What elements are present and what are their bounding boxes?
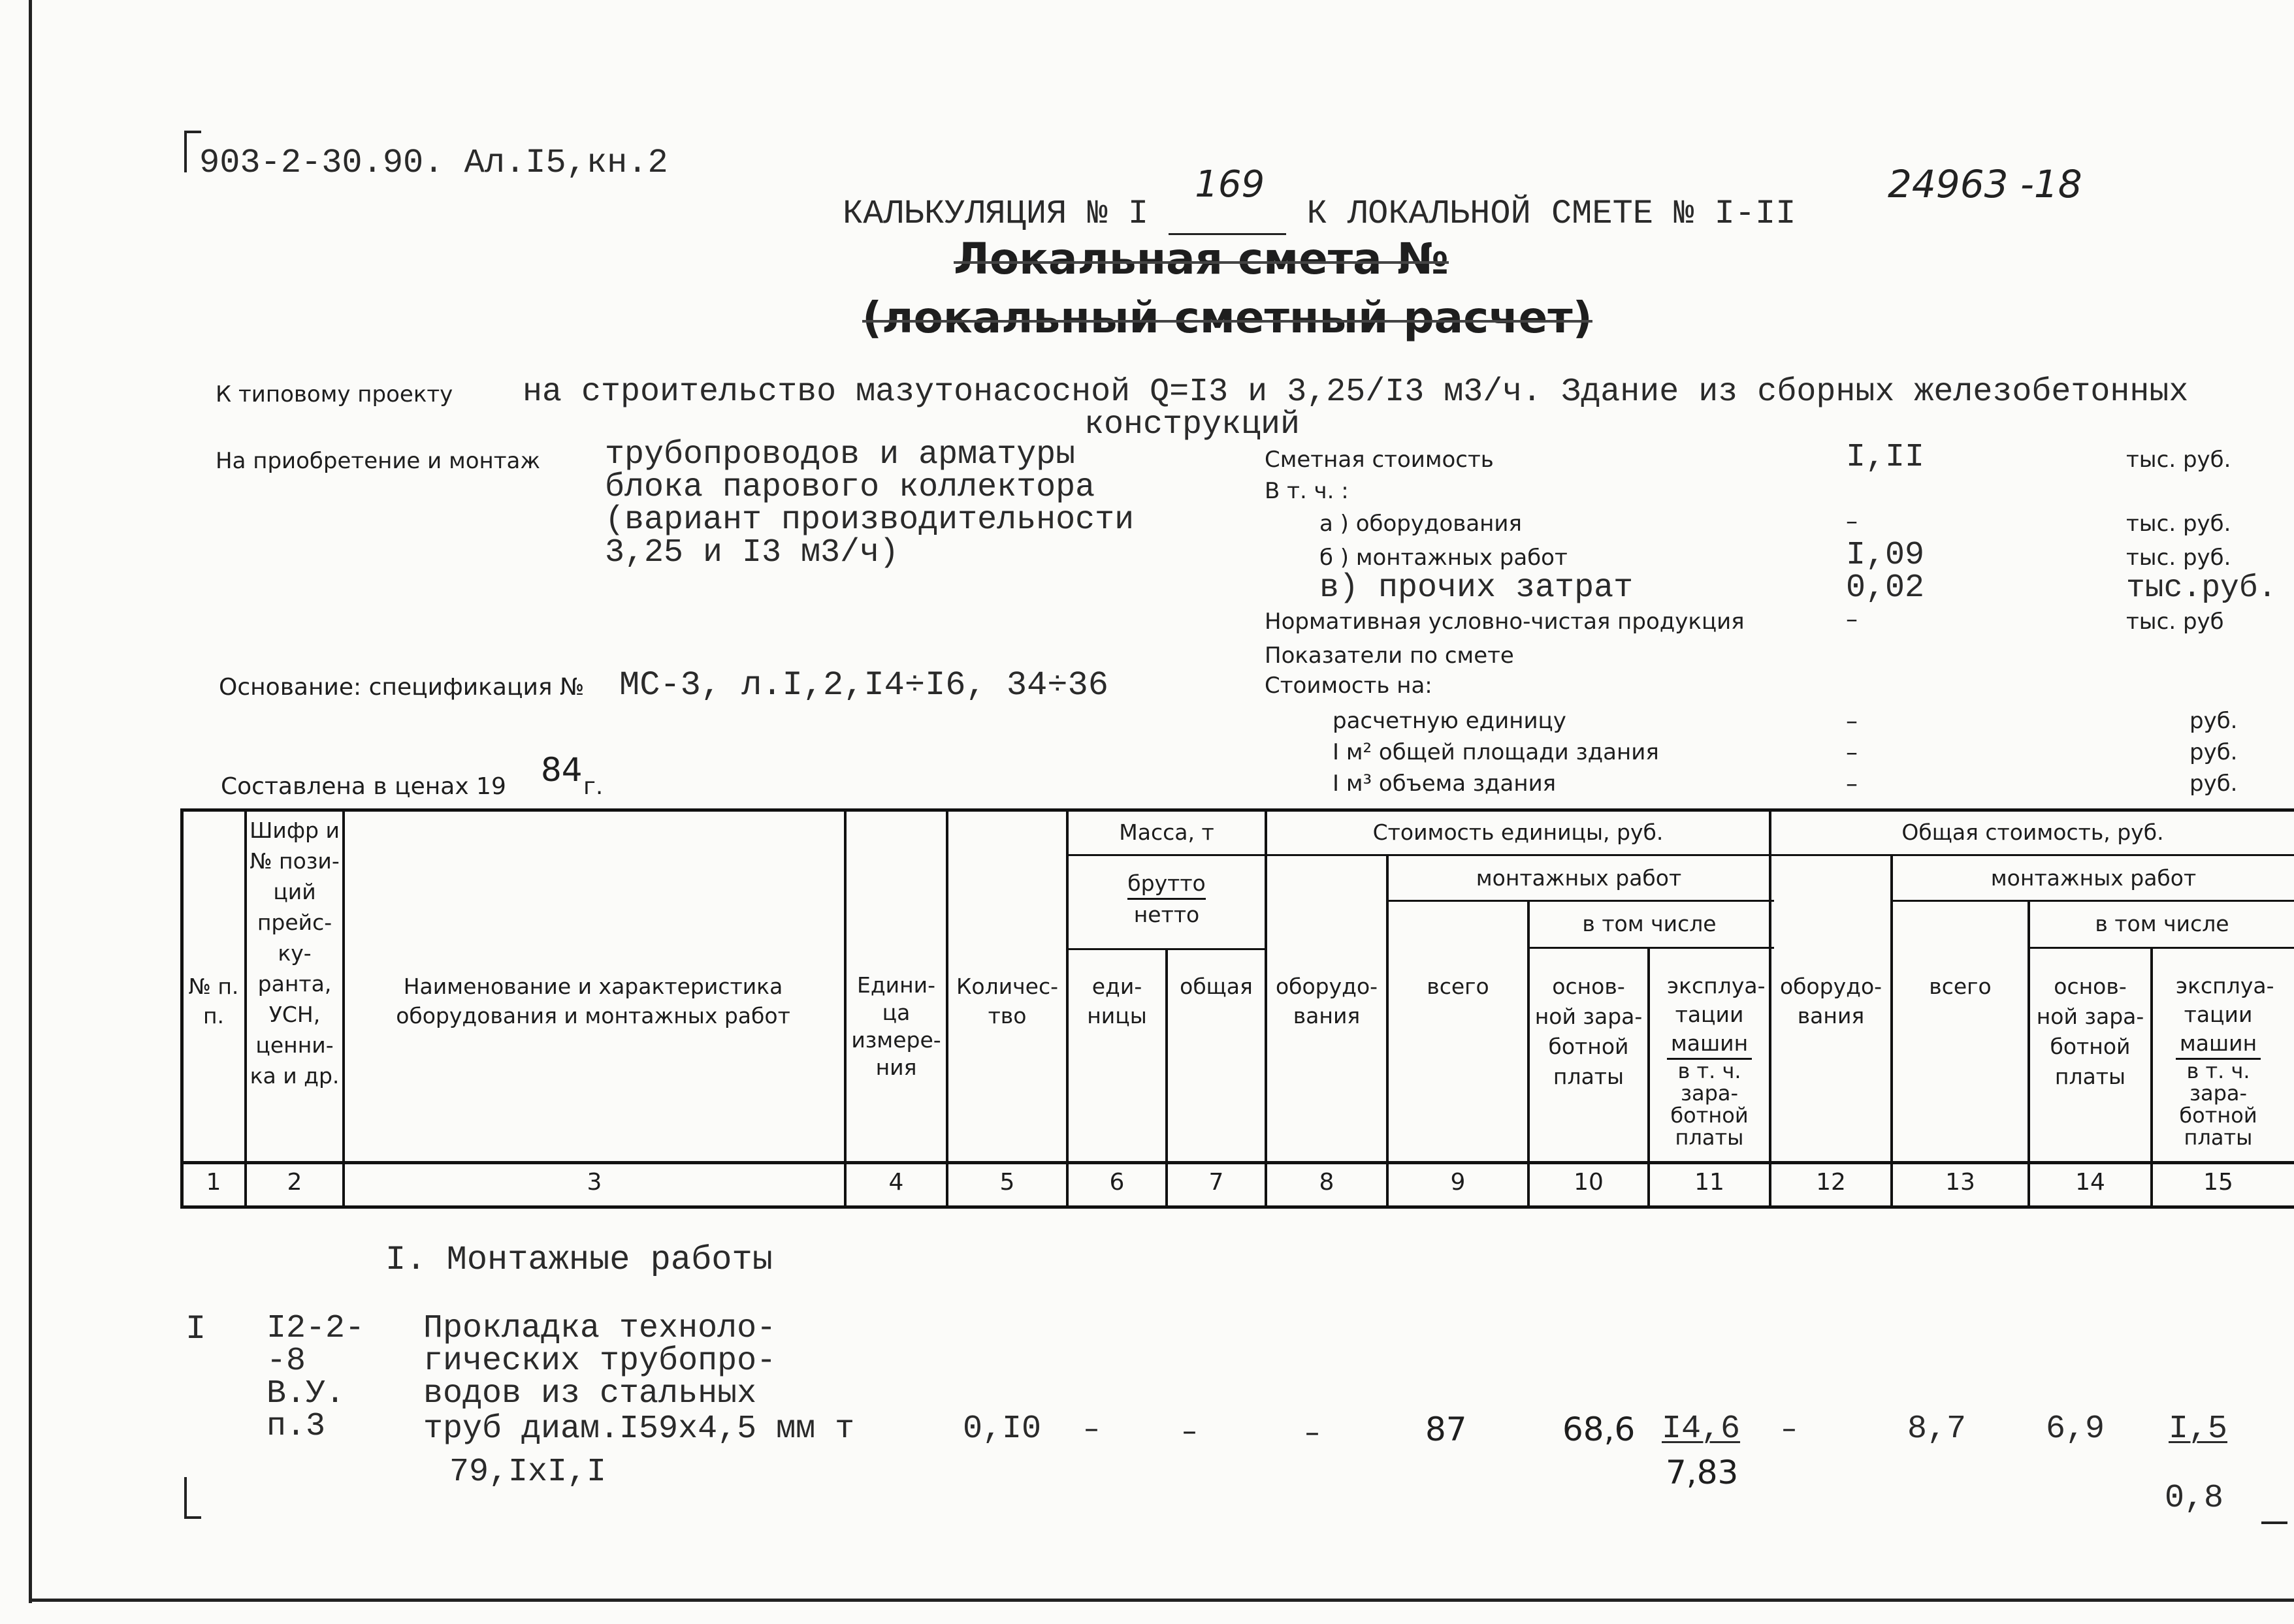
prices-suffix: г. [583, 773, 604, 800]
m2-label: I м² общей площади здания [1333, 739, 1659, 765]
m2-value: – [1846, 739, 1858, 766]
th-mass-total: общая [1180, 974, 1253, 999]
calc-title [843, 163, 1796, 235]
cost-on-label: Стоимость на: [1265, 673, 1432, 699]
purpose-label: На приобретение и монтаж [216, 448, 541, 474]
th-incl-total: в том числе [2095, 911, 2229, 936]
row-base-wage-total: 6,9 [2046, 1410, 2105, 1448]
calc-handwritten-number: 169 [1195, 163, 1265, 206]
row-mass-total: – [1182, 1414, 1197, 1448]
col-number-1: 1 [206, 1169, 221, 1196]
calc-suffix: К ЛОКАЛЬНОЙ СМЕТЕ № I-II [1306, 195, 1796, 233]
col-number-7: 7 [1208, 1169, 1224, 1196]
col-number-13: 13 [1945, 1169, 1975, 1196]
calc-unit-label: расчетную единицу [1333, 708, 1566, 734]
th-equipment: оборудо- вания [1275, 974, 1378, 1028]
th-code: Шифр и № пози- ций прейс- ку- ранта, УСН, ценни- ка и др. [250, 818, 340, 1089]
th-machine: эксплуа- тации машин в т. ч. зара- ботной платы [1667, 973, 1766, 1150]
equipment-label: а ) оборудования [1319, 511, 1522, 537]
th-equipment-total: оборудо- вания [1779, 974, 1882, 1028]
th-name: Наименование и характеристика оборудования и монтажных работ [396, 974, 790, 1028]
calc-prefix: КАЛЬКУЛЯЦИЯ № I [843, 195, 1149, 233]
calc-number [1169, 163, 1286, 235]
normative-label: Нормативная условно-чистая продукция [1265, 609, 1745, 635]
table-bottom-border [180, 1205, 2294, 1209]
other-label: в) прочих затрат [1319, 569, 1634, 607]
col-number-15: 15 [2203, 1169, 2233, 1196]
install-value: I,09 [1846, 537, 1925, 574]
other-value: 0,02 [1846, 569, 1925, 607]
corner-mark-bottom-left [184, 1477, 201, 1519]
row-machine-wage: 7,83 [1666, 1454, 1739, 1491]
total-unit: тыс. руб. [2126, 447, 2231, 473]
vl-8 [1386, 854, 1389, 1209]
total-value: I,II [1846, 439, 1925, 476]
hl-install [1386, 900, 1774, 902]
indicators-label: Показатели по смете [1265, 643, 1514, 669]
row-name-3: водов из стальных [423, 1375, 757, 1412]
th-unit: Едини- ца измере- ния [851, 972, 941, 1080]
col-number-5: 5 [999, 1169, 1015, 1196]
th-mass: Масса, т [1119, 820, 1214, 845]
doc-number: 24963 -18 [1888, 162, 2082, 206]
project-label: К типовому проекту [216, 381, 453, 407]
table-top-border [180, 808, 2294, 812]
project-text-line2: конструкций [1084, 406, 1300, 443]
row-name-2: гических трубопро- [423, 1343, 777, 1380]
col-number-4: 4 [888, 1169, 904, 1196]
row-code-3: В.У. [267, 1375, 346, 1412]
row-equip-unit: – [1305, 1416, 1319, 1449]
hl-mass [1067, 854, 2294, 856]
row-machine-total: I,5 [2169, 1410, 2228, 1448]
m3-value: – [1846, 771, 1858, 797]
row-code-2: -8 [267, 1343, 306, 1380]
normative-value: – [1846, 606, 1858, 633]
row-code-1: I2-2- [267, 1310, 365, 1347]
col-number-3: 3 [587, 1169, 602, 1196]
col-number-6: 6 [1109, 1169, 1125, 1196]
col-number-12: 12 [1816, 1169, 1846, 1196]
purpose-line-4: 3,25 и I3 м3/ч) [605, 534, 899, 571]
calc-unit-value: – [1846, 708, 1858, 735]
section-title: I. Монтажные работы [385, 1241, 773, 1279]
row-machine: I4,6 [1662, 1410, 1741, 1448]
row-qty: 0,I0 [963, 1410, 1042, 1448]
col-number-8: 8 [1319, 1169, 1334, 1196]
row-install-all: 87 [1425, 1410, 1467, 1448]
purpose-line-2: блока парового коллектора [605, 469, 1095, 506]
col-number-9: 9 [1450, 1169, 1466, 1196]
th-brutto: брутто [1069, 868, 1265, 900]
normative-unit: тыс. руб [2126, 609, 2224, 635]
th-mass-unit: еди- ницы [1087, 974, 1147, 1028]
th-all-total: всего [1929, 974, 1992, 999]
equipment-value: – [1846, 508, 1858, 535]
th-netto: нетто [1133, 902, 1200, 927]
row-base-wage: 68,6 [1562, 1410, 1636, 1448]
install-label: б ) монтажных работ [1319, 545, 1568, 571]
row-machine-wage-total: 0,8 [2165, 1480, 2224, 1517]
prices-label: Составлена в ценах 19 [221, 773, 506, 800]
th-base-wage-total: основ- ной зара- ботной платы [2036, 974, 2144, 1089]
th-install: монтажных работ [1476, 865, 1682, 891]
vl-2 [342, 808, 345, 1209]
th-base-wage: основ- ной зара- ботной платы [1534, 974, 1643, 1089]
table-header-bottom-border [180, 1161, 2294, 1164]
m3-rub: руб. [2189, 771, 2238, 797]
th-install-total: монтажных работ [1990, 865, 2197, 891]
equipment-unit: тыс. руб. [2126, 511, 2231, 537]
col-number-14: 14 [2075, 1169, 2105, 1196]
struck-title-2: (локальный сметный расчет) [862, 293, 1592, 343]
m3-label: I м³ объема здания [1333, 771, 1557, 797]
purpose-line-3: (вариант производительности [605, 502, 1135, 539]
basis-label: Основание: спецификация № [219, 674, 585, 701]
project-text-line1: на строительство мазутонасосной Q=I3 и 3,25/I3 м3/ч. Здание из сборных железобетонных [523, 374, 2189, 411]
left-page-edge [29, 0, 32, 1603]
total-label: Сметная стоимость [1265, 447, 1494, 473]
corner-mark-right [2261, 1521, 2287, 1524]
row-no: I [186, 1310, 206, 1348]
row-mass-unit: – [1084, 1412, 1099, 1445]
th-total-cost: Общая стоимость, руб. [1901, 820, 2164, 845]
th-incl: в том числе [1582, 911, 1717, 936]
calc-unit-rub: руб. [2189, 708, 2238, 734]
th-unit-cost: Стоимость единицы, руб. [1372, 820, 1664, 845]
hl-install-total [1892, 900, 2294, 902]
th-machine-total: эксплуа- тации машин в т. ч. зара- ботной платы [2176, 973, 2274, 1150]
m2-rub: руб. [2189, 739, 2238, 765]
row-name-1: Прокладка техноло- [423, 1310, 777, 1347]
prices-year: 84 [541, 751, 583, 789]
purpose-line-1: трубопроводов и арматуры [605, 436, 1076, 473]
row-calc: 79,IхI,I [449, 1454, 607, 1491]
bottom-page-edge [29, 1599, 2294, 1602]
incl-label: В т. ч. : [1265, 478, 1349, 504]
vl-12 [1890, 854, 1893, 1209]
col-number-2: 2 [287, 1169, 302, 1196]
th-qty: Количес- тво [956, 974, 1058, 1028]
install-unit: тыс. руб. [2126, 545, 2231, 571]
row-name-4: труб диам.I59х4,5 мм т [423, 1410, 855, 1448]
th-no: № п. п. [188, 974, 239, 1028]
hl-incl-total [2029, 947, 2294, 949]
other-unit: тыс.руб. [2126, 571, 2277, 606]
struck-title-1: Локальная смета № [954, 234, 1449, 284]
col-number-10: 10 [1574, 1169, 1604, 1196]
row-equip-total: – [1782, 1412, 1796, 1445]
basis-value: МС-3, л.I,2,I4÷I6, 34÷36 [619, 666, 1108, 705]
col-number-11: 11 [1694, 1169, 1724, 1196]
row-code-4: п.3 [267, 1408, 326, 1445]
hl-incl [1528, 947, 1774, 949]
th-all: всего [1427, 974, 1489, 999]
doc-code: 903-2-30.90. Ал.I5,кн.2 [199, 144, 668, 182]
row-install-total: 8,7 [1907, 1410, 1967, 1448]
